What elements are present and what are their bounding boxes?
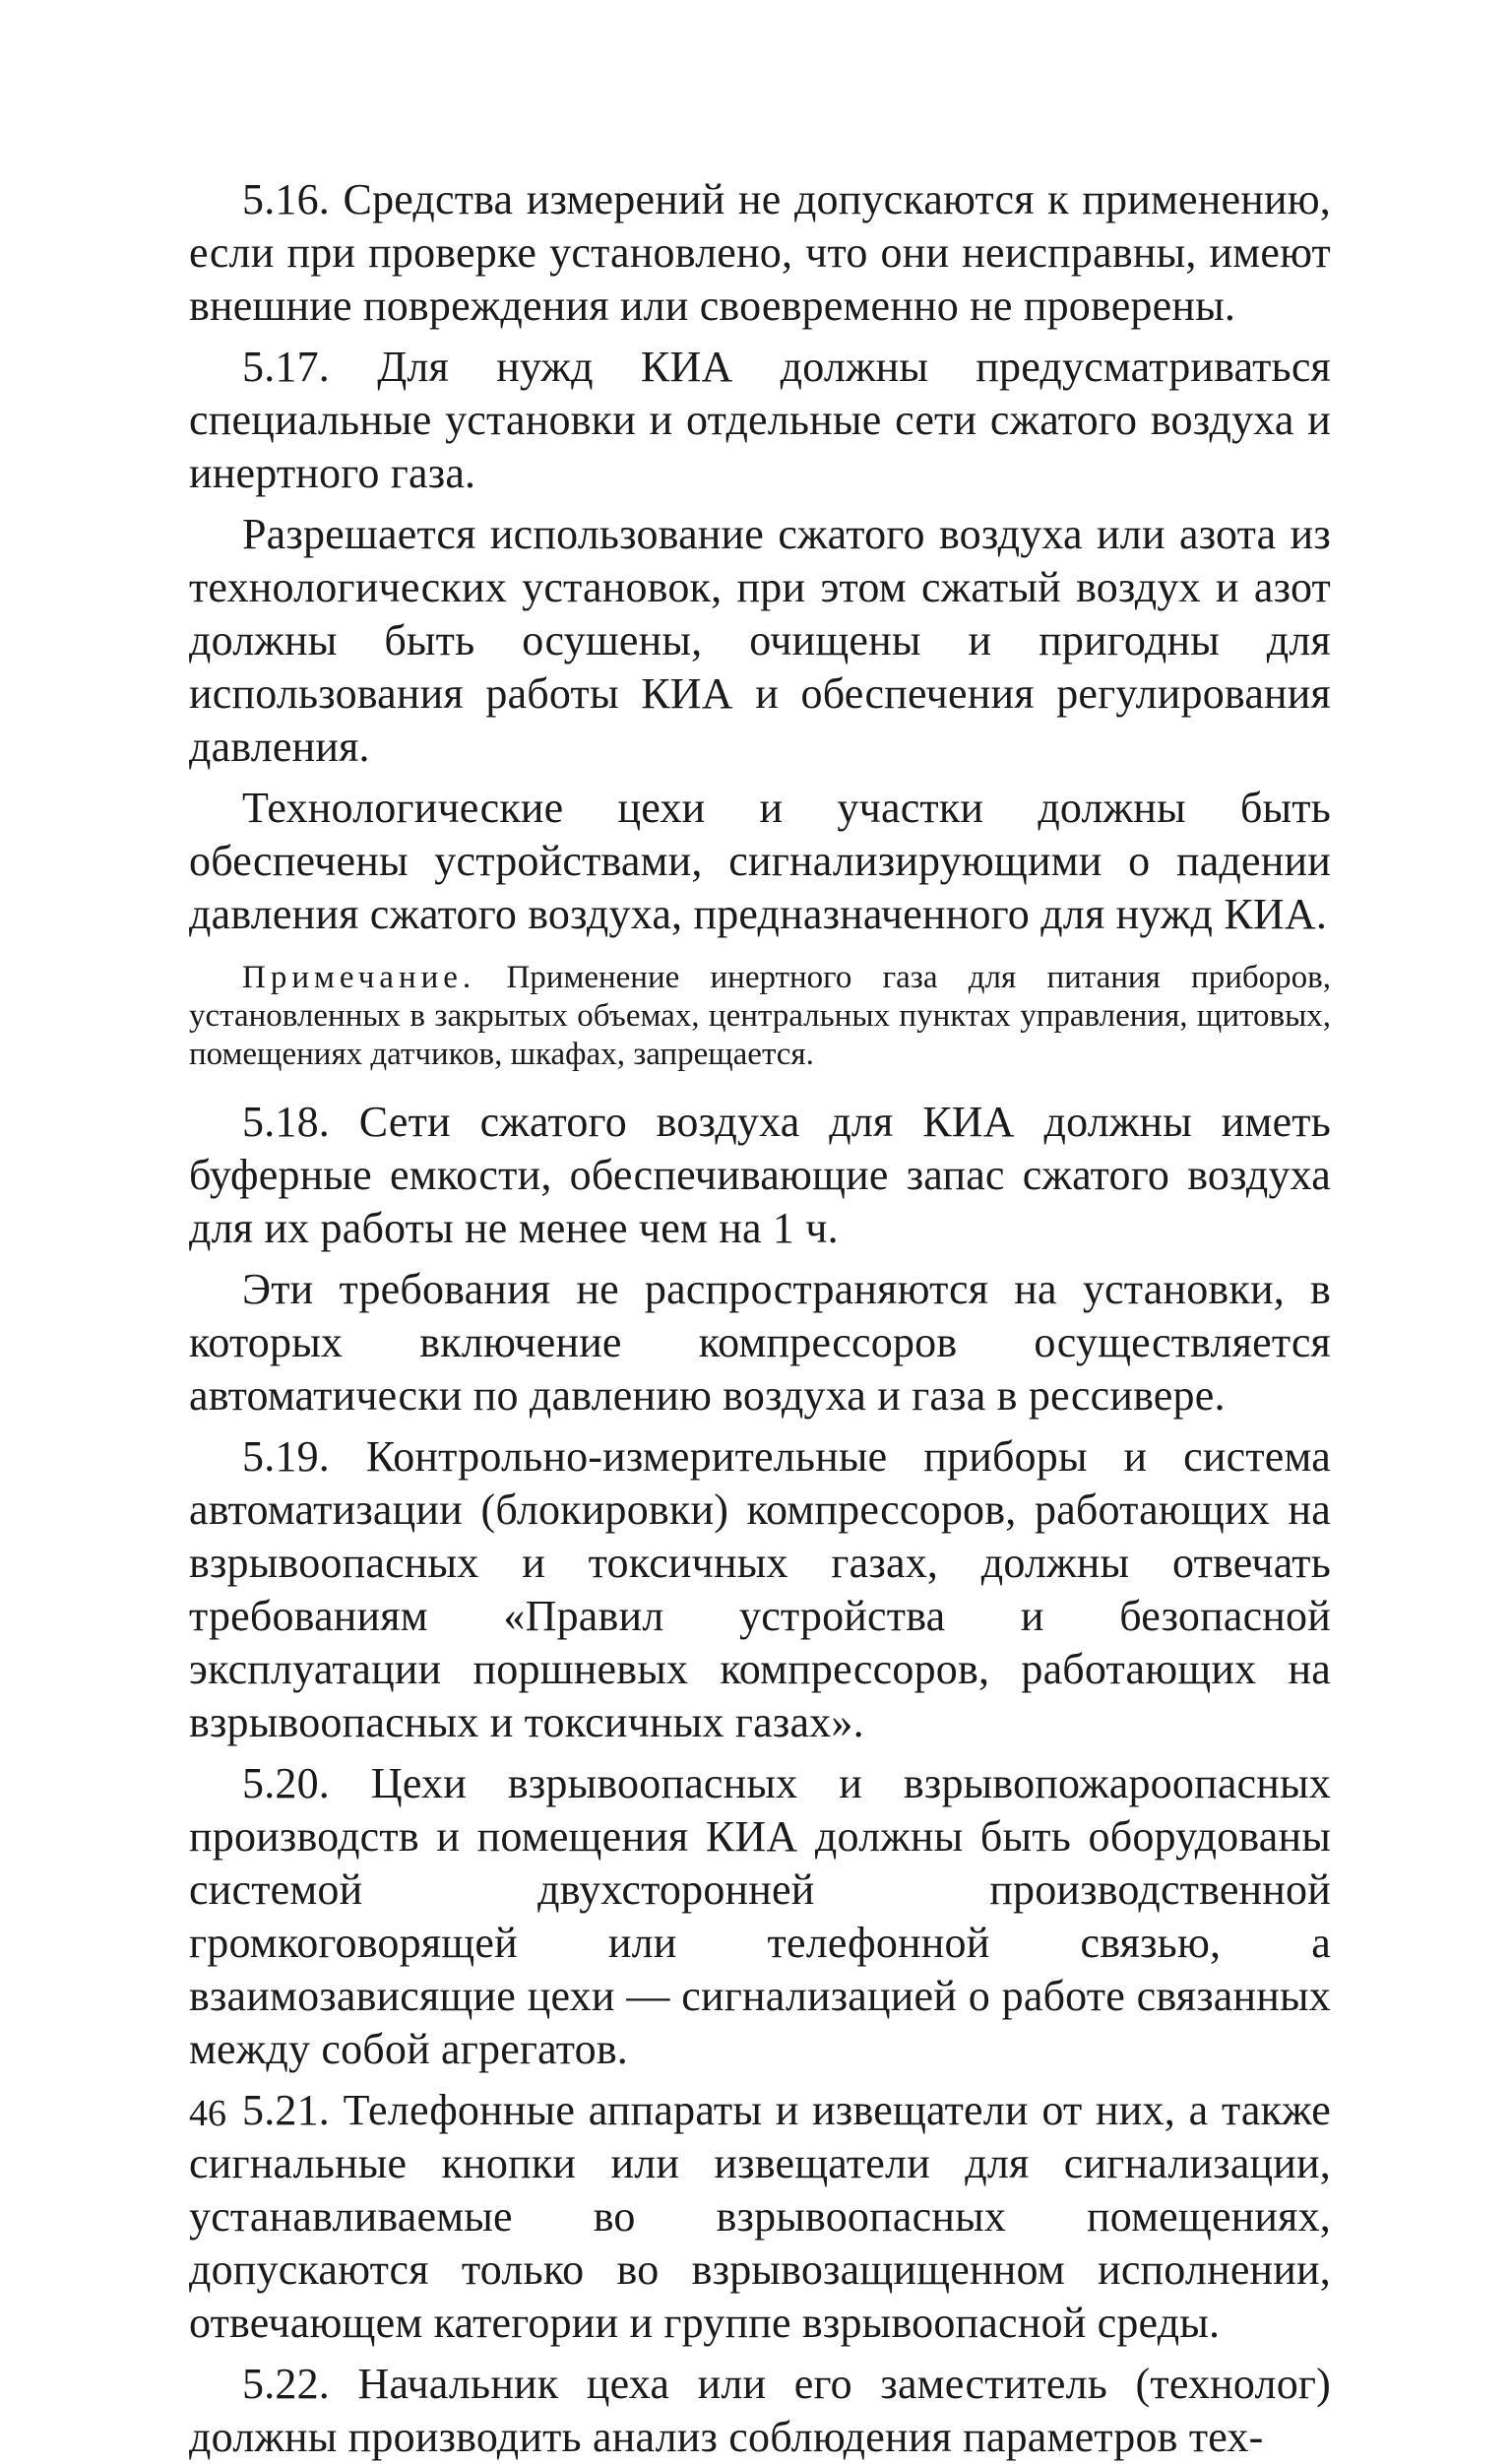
paragraph-5-20: 5.20. Цехи взрывоопасных и взрывопожароопасных производств и помещения КИА должны быть оборудованы системой двухсторонней производственной громкоговорящей или телефонной связью, а взаимозависящие цехи — сигнализацией о работе связанных между собой агрегатов.	[189, 1759, 1331, 2073]
page-number: 46	[189, 2093, 226, 2134]
note-text: Применение инертного газа для питания приборов, установленных в закрытых объемах, центральных пунктах управления, щитовых, помещениях датчиков, шкафах, запрещается.	[189, 960, 1331, 1072]
paragraph-5-19: 5.19. Контрольно-измерительные приборы и система автоматизации (блокировки) компрессоров, работающих на взрывоопасных и токсичных газах, должны отвечать требованиям «Правил устройства и безопасной эксплуатации поршневых компрессоров, работающих на взрывоопасных и токсичных газах».	[189, 1432, 1331, 1746]
paragraph-5-21: 5.21. Телефонные аппараты и извещатели от них, а также сигнальные кнопки или извещатели для сигнализации, устанавливаемые во взрывоопасных помещениях, допускаются только во взрывозащищенном исполнении, отвечающем категории и группе взрывоопасной среды.	[189, 2086, 1331, 2347]
page-body	[189, 173, 1331, 2464]
paragraph-5-17-compressed-air: Разрешается использование сжатого воздуха или азота из технологических установок, при этом сжатый воздух и азот должны быть осушены, очищены и пригодны для использования работы КИА и обеспечения регулирования давления.	[189, 510, 1331, 771]
paragraph-5-16: 5.16. Средства измерений не допускаются к применению, если при проверке установлено, что они неисправны, имеют внешние повреждения или своевременно не проверены.	[189, 175, 1331, 330]
paragraph-5-17-pressure-alarm: Технологические цехи и участки должны быть обеспечены устройствами, сигнализирующими о падении давления сжатого воздуха, предназначенного для нужд КИА.	[189, 784, 1331, 938]
paragraph-5-18: 5.18. Сети сжатого воздуха для КИА должны иметь буферные емкости, обеспечивающие запас сжатого воздуха для их работы не менее чем на 1 ч.	[189, 1098, 1331, 1252]
note-label: Примечание.	[242, 960, 476, 995]
paragraph-5-17: 5.17. Для нужд КИА должны предусматриваться специальные установки и отдельные сети сжатого воздуха и инертного газа.	[189, 343, 1331, 497]
paragraph-5-18-exception: Эти требования не распространяются на установки, в которых включение компрессоров осуществляется автоматически по давлению воздуха и газа в рессивере.	[189, 1265, 1331, 1420]
paragraph-5-22: 5.22. Начальник цеха или его заместитель (технолог) должны производить анализ соблюдения параметров тех-	[189, 2360, 1331, 2461]
note	[189, 959, 1331, 1074]
